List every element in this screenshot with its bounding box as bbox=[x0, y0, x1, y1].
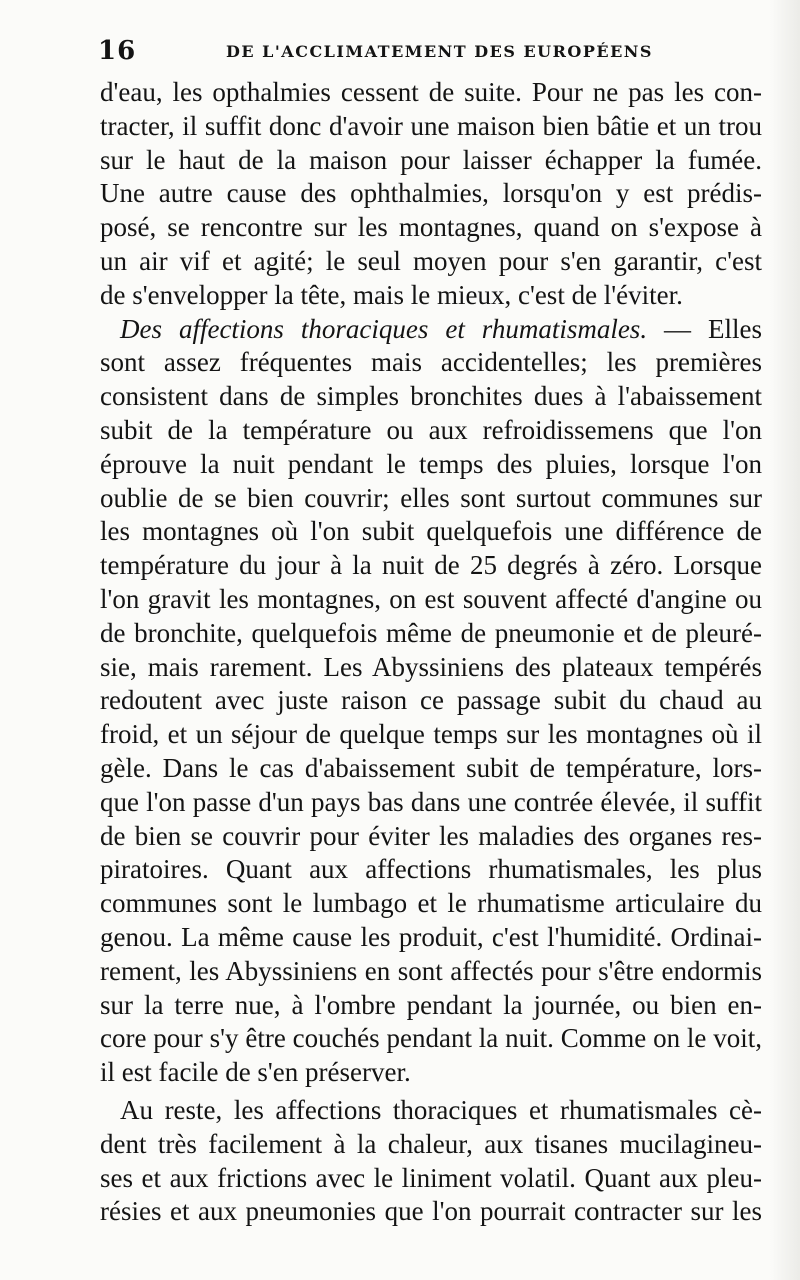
page-header bbox=[98, 36, 758, 66]
text-line: rement, les Abyssiniens en sont affectés pour s'être endormis bbox=[100, 955, 762, 986]
text-line: genou. La même cause les produit, c'est l'humidité. Ordinai- bbox=[100, 921, 762, 952]
text-line: sont assez fréquentes mais accidentelles; les premières bbox=[100, 347, 762, 378]
section-heading-line bbox=[100, 313, 762, 347]
text-line: posé, se rencontre sur les montagnes, quand on s'expose à bbox=[100, 212, 762, 243]
text-line: piratoires. Quant aux affections rhumatismales, les plus bbox=[100, 854, 762, 885]
text-line: que l'on passe d'un pays bas dans une contrée élevée, il suffit bbox=[100, 786, 762, 817]
text-line: résies et aux pneumonies que l'on pourrait contracter sur les bbox=[100, 1196, 762, 1227]
text-line: Au reste, les affections thoraciques et rhumatismales cè- bbox=[120, 1094, 762, 1125]
page-edge-shadow bbox=[770, 0, 800, 1280]
text-line: de s'envelopper la tête, mais le mieux, c'est de l'éviter. bbox=[100, 279, 683, 310]
page-number: 16 bbox=[98, 36, 137, 66]
text-line: — Elles bbox=[664, 313, 762, 344]
text-line: core pour s'y être couchés pendant la nuit. Comme on le voit, bbox=[100, 1023, 762, 1054]
running-title: DE L'ACCLIMATEMENT DES EUROPÉENS bbox=[226, 42, 653, 61]
text-line: dent très facilement à la chaleur, aux tisanes mucilagineu- bbox=[100, 1128, 762, 1159]
text-line: température du jour à la nuit de 25 degrés à zéro. Lorsque bbox=[100, 550, 762, 581]
text-line: sie, mais rarement. Les Abyssiniens des plateaux tempérés bbox=[100, 651, 762, 682]
text-line: sur la terre nue, à l'ombre pendant la journée, ou bien en- bbox=[100, 989, 762, 1020]
text-line: de bien se couvrir pour éviter les maladies des organes res- bbox=[100, 820, 762, 851]
text-line: éprouve la nuit pendant le temps des pluies, lorsque l'on bbox=[100, 448, 762, 479]
text-line: subit de la température ou aux refroidissemens que l'on bbox=[100, 414, 762, 445]
text-line: tracter, il suffit donc d'avoir une maison bien bâtie et un trou bbox=[100, 110, 762, 141]
text-line: oublie de se bien couvrir; elles sont surtout communes sur bbox=[100, 482, 762, 513]
text-line: froid, et un séjour de quelque temps sur les montagnes où il bbox=[100, 719, 762, 750]
text-line: il est facile de s'en préserver. bbox=[100, 1057, 411, 1088]
body-text bbox=[100, 76, 762, 1229]
text-line: gèle. Dans le cas d'abaissement subit de température, lors- bbox=[100, 752, 762, 783]
section-heading: Des affections thoraciques et rhumatismales. bbox=[120, 313, 648, 344]
text-line: de bronchite, quelquefois même de pneumonie et de pleuré- bbox=[100, 617, 762, 648]
text-line: consistent dans de simples bronchites dues à l'abaissement bbox=[100, 381, 762, 412]
text-line: communes sont le lumbago et le rhumatisme articulaire du bbox=[100, 888, 762, 919]
text-line: d'eau, les opthalmies cessent de suite. Pour ne pas les con- bbox=[100, 77, 762, 107]
text-line: un air vif et agité; le seul moyen pour s'en garantir, c'est bbox=[100, 245, 762, 276]
text-line: l'on gravit les montagnes, on est souvent affecté d'angine ou bbox=[100, 583, 762, 614]
text-line: sur le haut de la maison pour laisser échapper la fumée. bbox=[100, 144, 762, 175]
text-line: redoutent avec juste raison ce passage subit du chaud au bbox=[100, 685, 762, 716]
text-line: ses et aux frictions avec le liniment volatil. Quant aux pleu- bbox=[100, 1162, 762, 1193]
text-line: Une autre cause des ophthalmies, lorsqu'on y est prédis- bbox=[100, 178, 762, 209]
text-line: les montagnes où l'on subit quelquefois une différence de bbox=[100, 516, 762, 547]
